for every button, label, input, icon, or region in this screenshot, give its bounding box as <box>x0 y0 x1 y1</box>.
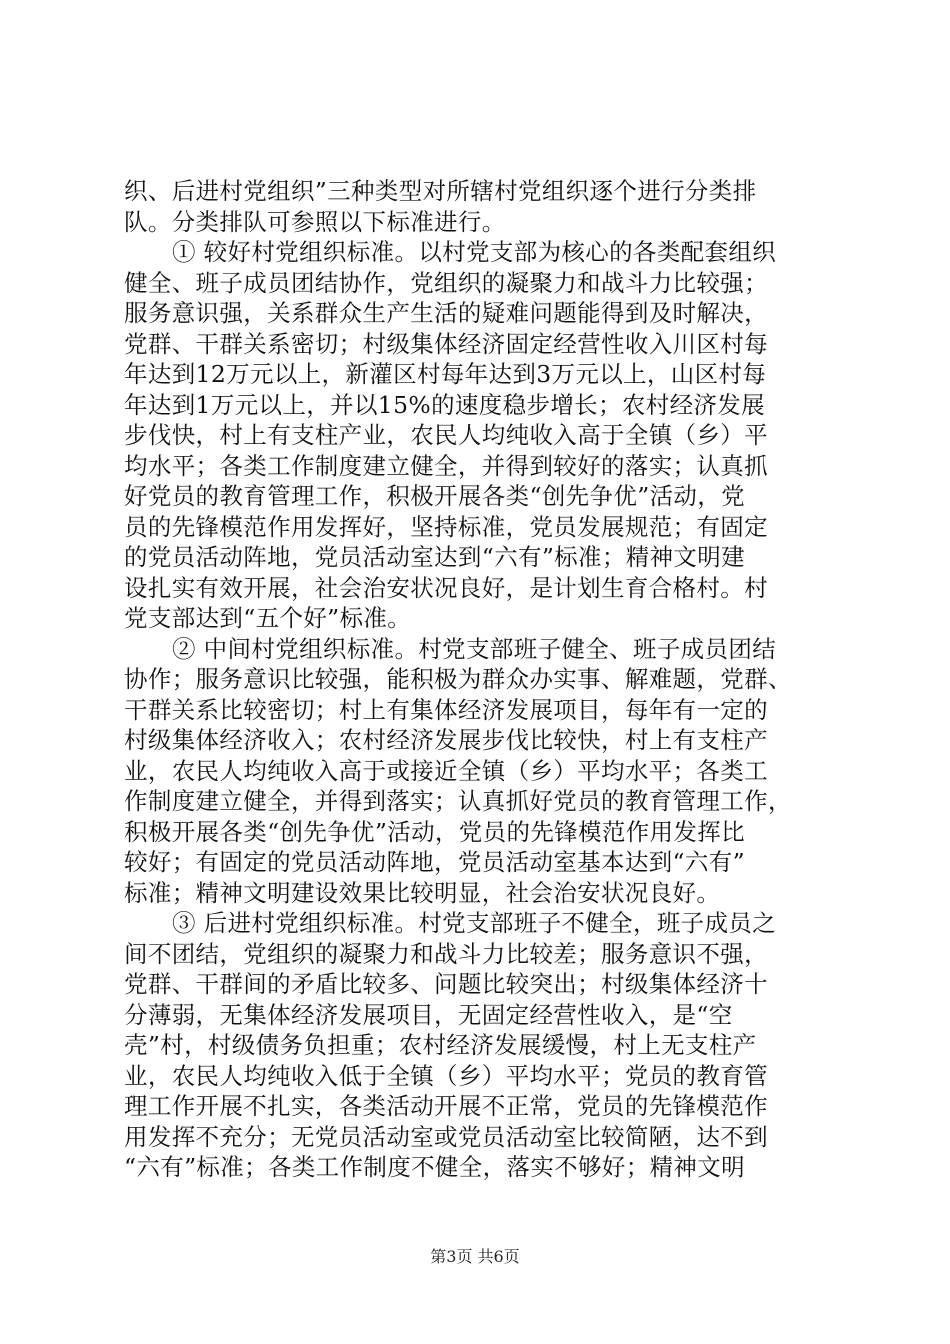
text-line: 标准；精神文明建设效果比较明显，社会治安状况良好。 <box>124 878 721 907</box>
text-line: 党群、干群关系密切；村级集体经济固定经营性收入川区村每 <box>124 329 768 358</box>
text-line: 理工作开展不扎实，各类活动开展不正常，党员的先锋模范作 <box>124 1092 768 1120</box>
page-number-label: 第3页 共6页 <box>430 1247 520 1266</box>
text-line: 的党员活动阵地，党员活动室达到“六有”标准；精神文明建 <box>124 543 745 571</box>
text-line: 队。分类排队可参照以下标准进行。 <box>124 207 506 236</box>
text-line: 积极开展各类“创先争优”活动，党员的先锋模范作用发挥比 <box>124 817 745 846</box>
text-line: 干群关系比较密切；村上有集体经济发展项目，每年有一定的 <box>124 695 768 724</box>
text-line: 村级集体经济收入；农村经济发展步伐比较快，村上有支柱产 <box>124 726 768 754</box>
text-line: 健全、班子成员团结协作，党组织的凝聚力和战斗力比较强； <box>124 268 768 297</box>
text-line: 业，农民人均纯收入低于全镇（乡）平均水平；党员的教育管 <box>124 1061 768 1090</box>
text-line: 员的先锋模范作用发挥好，坚持标准，党员发展规范；有固定 <box>124 512 768 541</box>
text-line: 党群、干群间的矛盾比较多、问题比较突出；村级集体经济十 <box>124 970 768 998</box>
text-line: 均水平；各类工作制度建立健全，并得到较好的落实；认真抓 <box>124 451 768 480</box>
text-line: 步伐快，村上有支柱产业，农民人均纯收入高于全镇（乡）平 <box>124 421 768 449</box>
text-line: 好党员的教育管理工作，积极开展各类“创先争优”活动，党 <box>124 482 745 510</box>
paragraph-start-line: ③ 后进村党组织标准。村党支部班子不健全，班子成员之 <box>172 909 777 937</box>
text-line: “六有”标准；各类工作制度不健全，落实不够好；精神文明 <box>124 1153 745 1181</box>
text-line: 间不团结，党组织的凝聚力和战斗力比较差；服务意识不强， <box>124 939 768 968</box>
paragraph-start-line: ① 较好村党组织标准。以村党支部为核心的各类配套组织 <box>172 238 777 266</box>
text-line: 用发挥不充分；无党员活动室或党员活动室比较简陋，达不到 <box>124 1122 768 1151</box>
text-line: 年达到12万元以上，新灌区村每年达到3万元以上，山区村每 <box>124 360 767 388</box>
text-line: 较好；有固定的党员活动阵地，党员活动室基本达到“六有” <box>124 848 745 876</box>
text-line: 业，农民人均纯收入高于或接近全镇（乡）平均水平；各类工 <box>124 756 768 785</box>
page-footer <box>0 1247 950 1267</box>
text-line: 作制度建立健全，并得到落实；认真抓好党员的教育管理工作， <box>124 787 792 815</box>
text-line: 壳”村，村级债务负担重；农村经济发展缓慢，村上无支柱产 <box>124 1031 757 1059</box>
text-line: 设扎实有效开展，社会治安状况良好，是计划生育合格村。村 <box>124 573 768 602</box>
text-line: 分薄弱，无集体经济发展项目，无固定经营性收入，是“空 <box>124 1000 733 1029</box>
paragraph-start-line: ② 中间村党组织标准。村党支部班子健全、班子成员团结 <box>172 634 777 663</box>
text-line: 服务意识强，关系群众生产生活的疑难问题能得到及时解决， <box>124 299 768 327</box>
text-line: 协作；服务意识比较强，能积极为群众办实事、解难题，党群、 <box>124 665 792 693</box>
text-line: 党支部达到“五个好”标准。 <box>124 604 412 632</box>
document-body <box>124 176 830 1183</box>
text-line: 织、后进村党组织”三种类型对所辖村党组织逐个进行分类排 <box>124 177 757 205</box>
text-line: 年达到1万元以上，并以15%的速度稳步增长；农村经济发展 <box>124 390 765 419</box>
